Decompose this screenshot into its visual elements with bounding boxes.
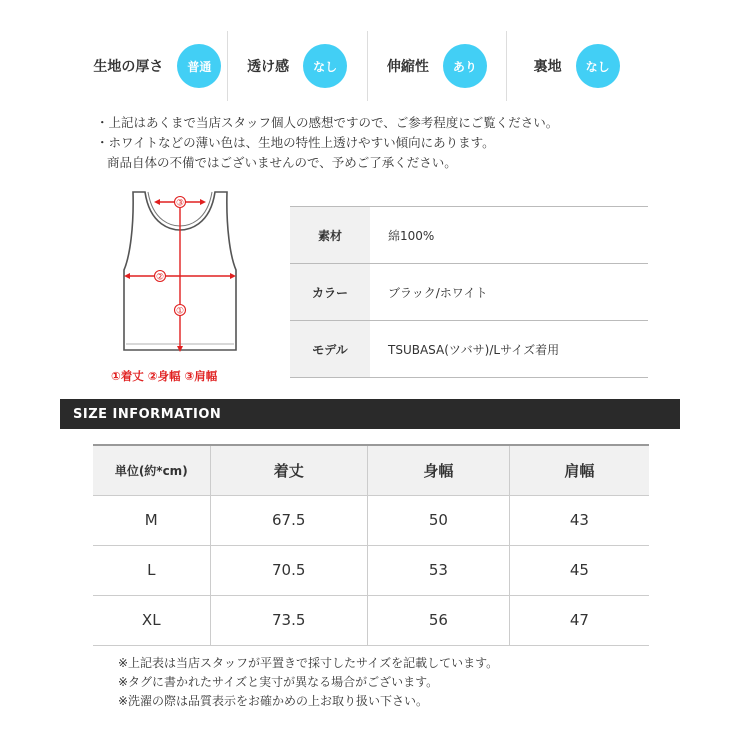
spec-row [290, 321, 648, 378]
size-label: XL [93, 595, 210, 645]
size-header-row [93, 445, 649, 495]
measurement-diagram [100, 186, 260, 386]
spec-key: カラー [290, 264, 370, 321]
marker-1: ① [175, 306, 185, 317]
note-line: ・ホワイトなどの薄い色は、生地の特性上透けやすい傾向にあります。 [96, 135, 495, 150]
column-header-shoulder: 肩幅 [509, 445, 649, 495]
size-table [93, 444, 649, 646]
note-line: 商品自体の不備ではございませんので、予めご了承ください。 [107, 155, 457, 170]
table-row [93, 545, 649, 595]
spec-value: 綿100% [370, 207, 648, 264]
property-label: 生地の厚さ [93, 59, 164, 75]
property-label: 裏地 [533, 59, 562, 75]
table-row [93, 495, 649, 545]
size-value: 47 [509, 595, 649, 645]
size-label: M [93, 495, 210, 545]
marker-3: ③ [175, 198, 185, 209]
column-header-width: 身幅 [367, 445, 509, 495]
notes-top [96, 113, 656, 173]
table-row [93, 595, 649, 645]
property-label: 伸縮性 [386, 59, 429, 75]
size-value: 67.5 [210, 495, 367, 545]
note-line: ※洗濯の際は品質表示をお確かめの上お取り扱い下さい。 [118, 694, 429, 708]
spec-table [290, 206, 648, 378]
property-thickness [88, 31, 227, 101]
spec-value: TSUBASA(ツバサ)/Lサイズ着用 [370, 321, 648, 378]
note-line: ※タグに書かれたサイズと実寸が異なる場合がございます。 [118, 675, 439, 689]
note-line: ※上記表は当店スタッフが平置きで採寸したサイズを記載しています。 [118, 656, 499, 670]
notes-bottom [118, 654, 498, 711]
spec-key: モデル [290, 321, 370, 378]
note-line: ・上記はあくまで当店スタッフ個人の感想ですので、ご参考程度にご覧ください。 [96, 115, 559, 130]
marker-2: ② [155, 272, 165, 283]
property-badge: あり [443, 44, 487, 88]
property-lining [506, 31, 646, 101]
spec-row [290, 264, 648, 321]
property-sheerness [227, 31, 367, 101]
tank-top-icon [110, 186, 250, 358]
size-value: 70.5 [210, 545, 367, 595]
size-value: 43 [509, 495, 649, 545]
spec-key: 素材 [290, 207, 370, 264]
column-header-unit: 単位(約*cm) [93, 445, 210, 495]
diagram-legend: ①着丈 ②身幅 ③肩幅 [111, 369, 218, 383]
property-badge: 普通 [177, 44, 221, 88]
size-value: 45 [509, 545, 649, 595]
property-badge: なし [303, 44, 347, 88]
property-stretch [367, 31, 507, 101]
fabric-properties [88, 31, 646, 101]
property-badge: なし [576, 44, 620, 88]
size-value: 73.5 [210, 595, 367, 645]
size-value: 50 [367, 495, 509, 545]
size-value: 53 [367, 545, 509, 595]
size-value: 56 [367, 595, 509, 645]
size-label: L [93, 545, 210, 595]
spec-value: ブラック/ホワイト [370, 264, 648, 321]
size-information-header: SIZE INFORMATION [60, 399, 680, 429]
property-label: 透け感 [247, 59, 290, 75]
column-header-length: 着丈 [210, 445, 367, 495]
spec-row [290, 207, 648, 264]
